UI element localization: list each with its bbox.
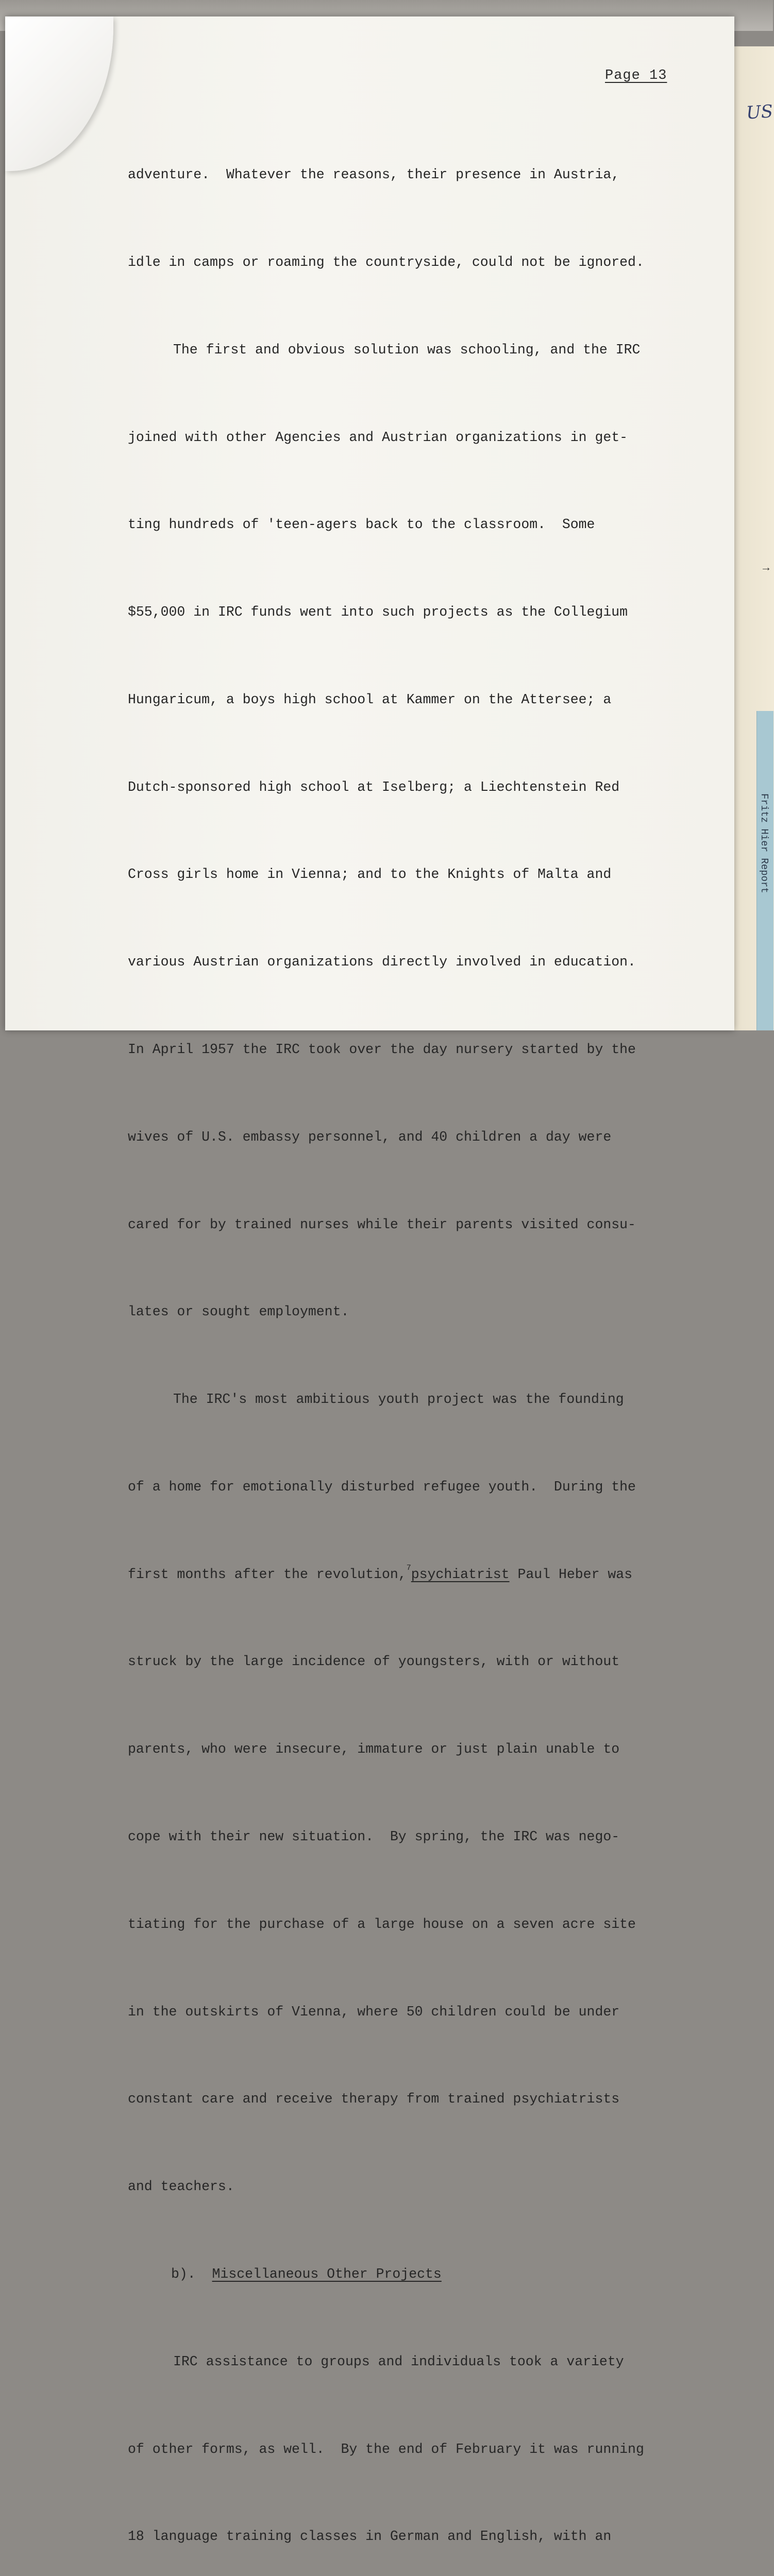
text-line: of a home for emotionally disturbed refugee youth. During the xyxy=(128,1479,636,1495)
text-line-tail: Paul Heber was xyxy=(509,1566,633,1582)
curled-page-corner xyxy=(5,16,113,171)
text-line: idle in camps or roaming the countryside, could not be ignored. xyxy=(128,254,644,270)
paragraph-start-line: The IRC's most ambitious youth project was the founding xyxy=(173,1392,624,1408)
text-line: cared for by trained nurses while their parents visited consu- xyxy=(128,1216,636,1232)
underlined-word: psychiatrist xyxy=(411,1566,510,1582)
text-line: lates or sought employment. xyxy=(128,1304,349,1320)
text-line: 18 language training classes in German and English, with an xyxy=(128,2529,612,2545)
text-line: cope with their new situation. By spring, the IRC was nego- xyxy=(128,1829,620,1845)
text-line: In April 1957 the IRC took over the day nursery started by the xyxy=(128,1042,636,1057)
folder-mark: → xyxy=(763,562,770,574)
text-line-with-footnote xyxy=(128,1560,705,1589)
text-line: various Austrian organizations directly involved in education. xyxy=(128,954,636,970)
section-heading xyxy=(128,2260,705,2289)
text-line: Hungaricum, a boys high school at Kammer on the Attersee; a xyxy=(128,691,612,707)
document-body xyxy=(128,102,705,2576)
paragraph-start-line: IRC assistance to groups and individuals took a variety xyxy=(173,2353,624,2369)
text-line: joined with other Agencies and Austrian organizations in get- xyxy=(128,429,628,445)
text-line-head: first months after the revolution, xyxy=(128,1566,407,1582)
text-line: adventure. Whatever the reasons, their presence in Austria, xyxy=(128,167,620,183)
text-line: wives of U.S. embassy personnel, and 40 children a day were xyxy=(128,1129,612,1145)
section-heading-title: Miscellaneous Other Projects xyxy=(212,2266,442,2282)
text-line: in the outskirts of Vienna, where 50 children could be under xyxy=(128,2004,620,2020)
side-index-tab-label: Fritz Hier Report xyxy=(759,793,770,893)
page-number: Page 13 xyxy=(605,68,667,83)
text-line: struck by the large incidence of youngsters, with or without xyxy=(128,1654,620,1670)
text-line: parents, who were insecure, immature or just plain unable to xyxy=(128,1741,620,1757)
text-line: of other forms, as well. By the end of February it was running xyxy=(128,2441,644,2457)
text-line: Cross girls home in Vienna; and to the Knights of Malta and xyxy=(128,867,612,883)
text-line: and teachers. xyxy=(128,2179,234,2195)
text-line: ting hundreds of 'teen-agers back to the classroom. Some xyxy=(128,517,595,533)
text-line: $55,000 in IRC funds went into such projects as the Collegium xyxy=(128,604,628,620)
folder-handwritten-note: US xyxy=(745,101,774,124)
footnote-marker: 7 xyxy=(406,1563,411,1572)
section-heading-number: b). xyxy=(171,2266,196,2282)
paragraph-start-line: The first and obvious solution was schooling, and the IRC xyxy=(173,342,641,358)
text-line: Dutch-sponsored high school at Iselberg; a Liechtenstein Red xyxy=(128,779,620,795)
text-line: tiating for the purchase of a large house on a seven acre site xyxy=(128,1916,636,1932)
text-line: constant care and receive therapy from trained psychiatrists xyxy=(128,2091,620,2107)
